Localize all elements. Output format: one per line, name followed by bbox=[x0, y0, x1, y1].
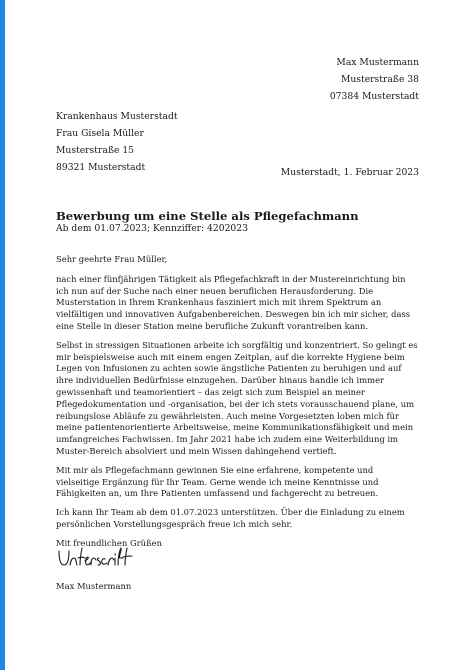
recipient-organization: Krankenhaus Musterstadt bbox=[56, 111, 178, 122]
sender-city: 07384 Musterstadt bbox=[329, 91, 419, 102]
subject-line: Bewerbung um eine Stelle als Pflegefachmann bbox=[56, 209, 359, 223]
body-paragraph-4: Ich kann Ihr Team ab dem 01.07.2023 unterstützen. Über die Einladung zu einem persönlichen Vorstellungsgespräch freue ich mich sehr. bbox=[56, 507, 405, 529]
recipient-street: Musterstraße 15 bbox=[56, 145, 135, 156]
signature-image bbox=[56, 545, 136, 575]
letter-body bbox=[56, 254, 419, 557]
letter-date: Musterstadt, 1. Februar 2023 bbox=[280, 167, 419, 178]
reference-line: Ab dem 01.07.2023; Kennziffer: 4202023 bbox=[56, 223, 248, 234]
letter-page bbox=[56, 0, 419, 670]
accent-bar bbox=[0, 0, 5, 670]
sender-street: Musterstraße 38 bbox=[340, 74, 419, 85]
body-paragraph-3: Mit mir als Pflegefachmann gewinnen Sie eine erfahrene, kompetente und vielseitige Ergänzung für Ihr Team. Gerne wende ich meine Kenntnisse und Fähigkeiten an, um Ihre Patienten umfassend und fachgerecht zu betreuen. bbox=[56, 464, 379, 499]
sender-address bbox=[330, 54, 419, 105]
recipient-city: 89321 Musterstadt bbox=[56, 162, 146, 173]
body-paragraph-2: Selbst in stressigen Situationen arbeite ich sorgfältig und konzentriert. So gelingt es mir beispielsweise auch mit einem engen Zeitplan, auf die korrekte Hygiene beim Legen von Infusionen zu achten sowie ängstliche Patienten zu beruhigen und auf ihre individuellen Bedürfnisse einzugehen. Darüber hinaus handle ich immer gewissenhaft und teamorientiert – das zeigt sich zum Beispiel an meiner Pflegedokumentation und -organisation, bei der ich stets vorausschauend plane, um reibungslose Abläufe zu gewährleisten. Auch meine Vorgesetzten loben mich für meine patientenorientierte Arbeitsweise, meine Kommunikationsfähigkeit und mein umfangreiches Fachwissen. Im Jahr 2021 habe ich zudem eine Weiterbildung im Muster-Bereich absolviert und mein Wissen dahingehend vertieft. bbox=[56, 339, 418, 456]
body-paragraph-1: nach einer fünfjährigen Tätigkeit als Pflegefachkraft in der Mustereinrichtung bin ich nun auf der Suche nach einer neuen beruflichen Herausforderung. Die Musterstation in Ihrem Krankenhaus fasziniert mich mit ihrem Spektrum an vielfältigen und innovativen Aufgabenbereichen. Deswegen bin ich mir sicher, dass eine Stelle in dieser Station meine berufliche Zukunft vorantreiben kann. bbox=[56, 273, 411, 331]
closing: Mit freundlichen Grüßen bbox=[56, 537, 162, 548]
recipient-contact: Frau Gisela Müller bbox=[56, 128, 144, 139]
signer-name: Max Mustermann bbox=[56, 581, 132, 591]
recipient-address bbox=[56, 108, 178, 176]
sender-name: Max Mustermann bbox=[336, 57, 419, 68]
salutation: Sehr geehrte Frau Müller, bbox=[56, 254, 168, 264]
handwritten-signature bbox=[56, 545, 136, 575]
